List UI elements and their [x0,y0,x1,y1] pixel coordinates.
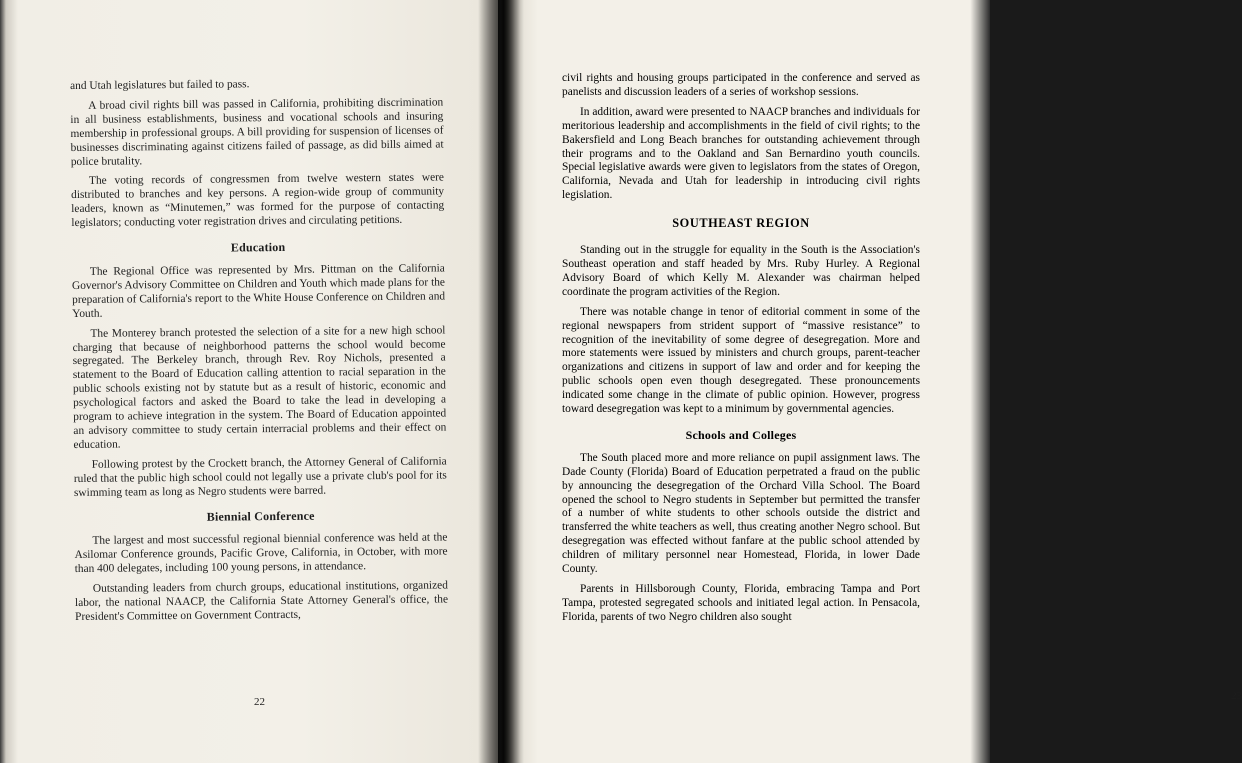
section-heading-schools-and-colleges: Schools and Colleges [685,427,797,442]
paragraph: Parents in Hillsborough County, Florida, embracing Tampa and Port Tampa, protested segregated schools and initiated legal action. In Pensacola, Florida, parents of two Negro children also sought [562,583,920,623]
page-number: 23 [1231,690,1242,702]
section-heading-southeast-region: SOUTHEAST REGION [672,216,810,231]
paragraph: civil rights and housing groups participated in the conference and served as panelists and discussion leaders of a series of workshop sessions. [562,72,920,98]
paragraph: The South placed more and more reliance on pupil assignment laws. The Dade County (Florida) Board of Education perpetrated a fraud on the public by announcing the desegregation of the Orchard Villa School. The Board opened the school to Negro students in September but permitted the transfer of a number of white students to other schools outside the district and transferred the white teachers as well, thus creating another Negro school. But desegregation was effected without fanfare at the public school attended by children of military personnel near Homestead, Florida, in lower Dade County. [562,451,920,576]
paragraph: A broad civil rights bill was passed in California, prohibiting discrimination in all business establishments, business and vocational schools and insuring membership in professional groups. A bill providing for suspension of licenses of businesses discriminating against citizens failed of passage, as did bills aimed at police brutality. [70,96,444,168]
left-page-text [70,76,448,630]
paragraph: Following protest by the Crockett branch, the Attorney General of California ruled that the public high school could not legally use a private club's pool for its swimming team as long as Negro students were barred. [73,455,447,499]
paragraph: The Monterey branch protested the selection of a site for a new high school charging that because of neighborhood patterns the school would become segregated. The Berkeley branch, through Rev. Roy Nichols, presented a statement to the Board of Education calling attention to racial separation in the public schools existing not by statute but as a result of historic, economic and psychological factors and asked the Board to take the lead in developing a program to achieve integration in the system. The Board of Education appointed an advisory committee to study certain interracial problems and their effect on education. [72,324,447,451]
section-heading-education: Education [230,240,286,255]
paragraph: Outstanding leaders from church groups, educational institutions, organized labor, the national NAACP, the California State Attorney General's office, the President's Committee on Government Contracts, [74,579,449,623]
paragraph: The Regional Office was represented by Mrs. Pittman on the California Governor's Advisory Committee on Children and Youth which made plans for the preparation of California's report to the White House Conference on Children and Youth. [71,262,446,320]
right-page-text [562,72,920,631]
paragraph: Standing out in the struggle for equality in the South is the Association's Southeast operation and staff headed by Mrs. Ruby Hurley. A Regional Advisory Board of which Kelly M. Alexander was chairman helped coordinate the program activities of the Region. [562,244,920,298]
paragraph: The voting records of congressmen from twelve western states were distributed to branches and key persons. A region-wide group of community leaders, known as “Minutemen,” was formed for the purpose of contacting legislators; conducting voter registration drives and circulating petitions. [71,171,445,230]
section-heading-biennial-conference: Biennial Conference [206,509,315,525]
paragraph: In addition, award were presented to NAACP branches and individuals for meritorious leadership and accomplishments in the field of civil rights; to the Bakersfield and Long Beach branches for outstanding achievement through their programs and to the Oakland and San Bernardino youth councils. Special legislative awards were given to legislators from the states of Oregon, California, Nevada and Utah for leadership in introducing civil rights legislation. [562,105,920,202]
page-number: 22 [254,696,265,708]
paragraph: There was notable change in tenor of editorial comment in some of the regional newspapers from strident support of “massive resistance” to recognition of the inevitability of some degree of desegregation. More and more statements were issued by ministers and church groups, parent-teacher organizations and citizens in support of law and order and for keeping the public schools open even though desegregated. These pronouncements indicated some change in the climate of public opinion. However, progress toward desegregation was kept to a minimum by governmental agencies. [562,305,920,416]
paragraph: The largest and most successful regional biennial conference was held at the Asilomar Conference grounds, Pacific Grove, California, in October, with more than 400 delegates, including 100 young persons, in attendance. [74,531,448,576]
paragraph: and Utah legislatures but failed to pass. [70,78,250,92]
left-page [0,0,498,763]
